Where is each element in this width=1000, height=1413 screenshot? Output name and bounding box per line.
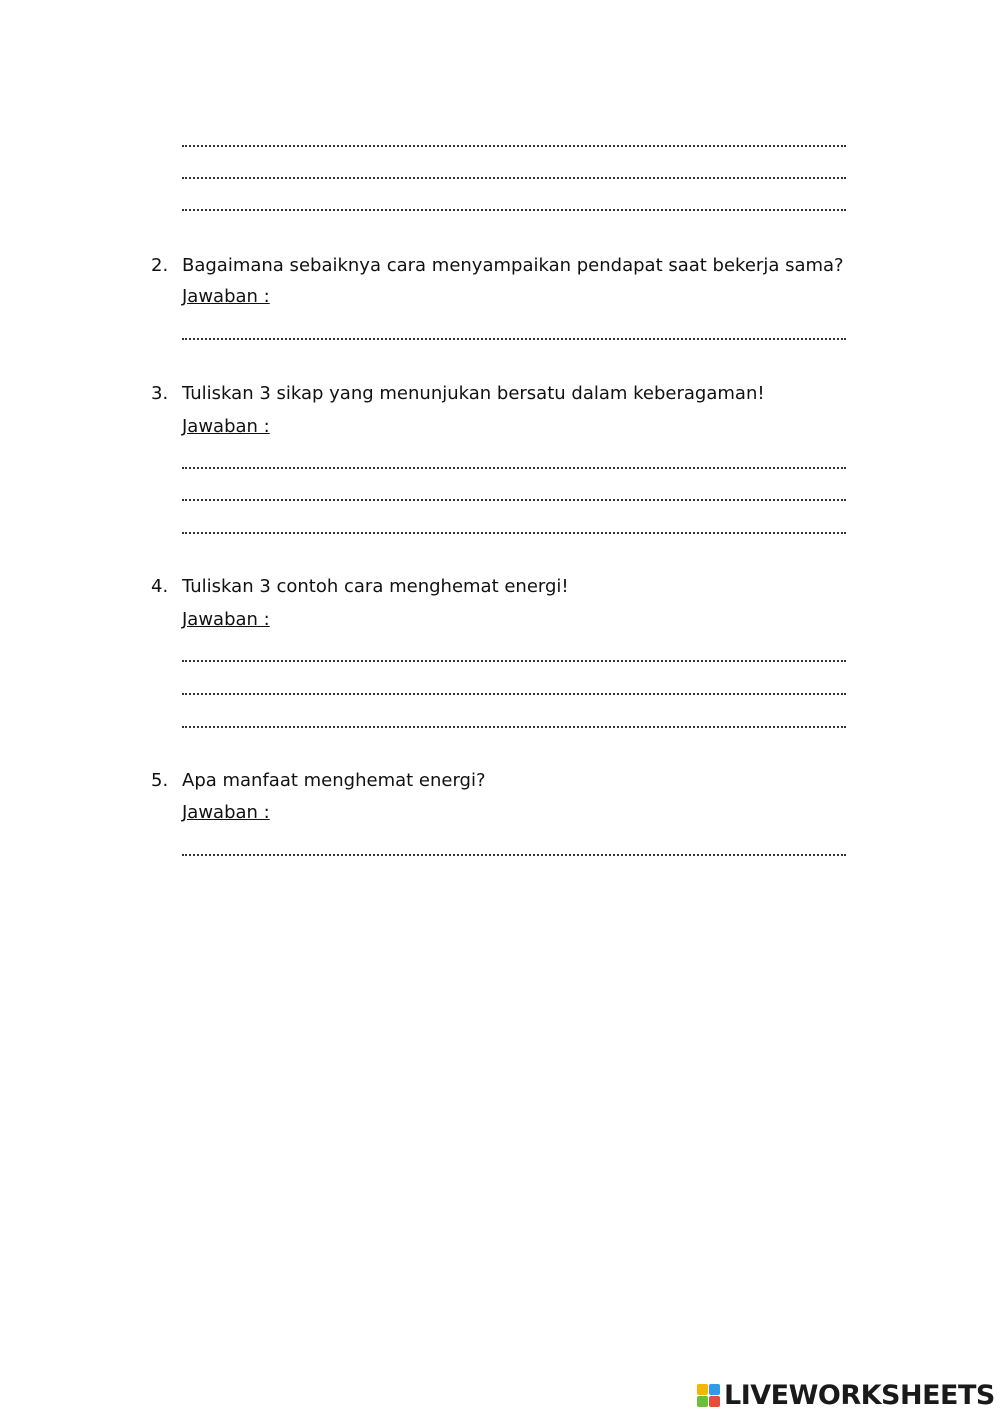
answer-line[interactable] [182, 467, 846, 469]
brand-name: LIVEWORKSHEETS [724, 1379, 995, 1411]
answer-line[interactable] [182, 209, 846, 211]
answer-line[interactable] [182, 726, 846, 728]
answer-line[interactable] [182, 338, 846, 340]
question-number: 3. [151, 383, 169, 404]
liveworksheets-logo-icon [697, 1384, 720, 1407]
question-number: 5. [151, 770, 169, 791]
answer-line[interactable] [182, 177, 846, 179]
answer-label: Jawaban : [182, 416, 270, 437]
question-text: Tuliskan 3 contoh cara menghemat energi! [182, 576, 569, 597]
question-number: 2. [151, 255, 169, 276]
answer-line[interactable] [182, 499, 846, 501]
answer-line[interactable] [182, 145, 846, 147]
question-text: Tuliskan 3 sikap yang menunjukan bersatu dalam keberagaman! [182, 383, 765, 404]
answer-label: Jawaban : [182, 286, 270, 307]
logo-square [697, 1384, 708, 1395]
question-number: 4. [151, 576, 169, 597]
logo-square [697, 1396, 708, 1407]
answer-line[interactable] [182, 532, 846, 534]
answer-line[interactable] [182, 854, 846, 856]
logo-square [709, 1396, 720, 1407]
liveworksheets-logo [697, 1378, 995, 1412]
answer-label: Jawaban : [182, 802, 270, 823]
question-text: Bagaimana sebaiknya cara menyampaikan pendapat saat bekerja sama? [182, 255, 844, 276]
answer-line[interactable] [182, 660, 846, 662]
answer-line[interactable] [182, 693, 846, 695]
logo-square [709, 1384, 720, 1395]
question-text: Apa manfaat menghemat energi? [182, 770, 486, 791]
answer-label: Jawaban : [182, 609, 270, 630]
